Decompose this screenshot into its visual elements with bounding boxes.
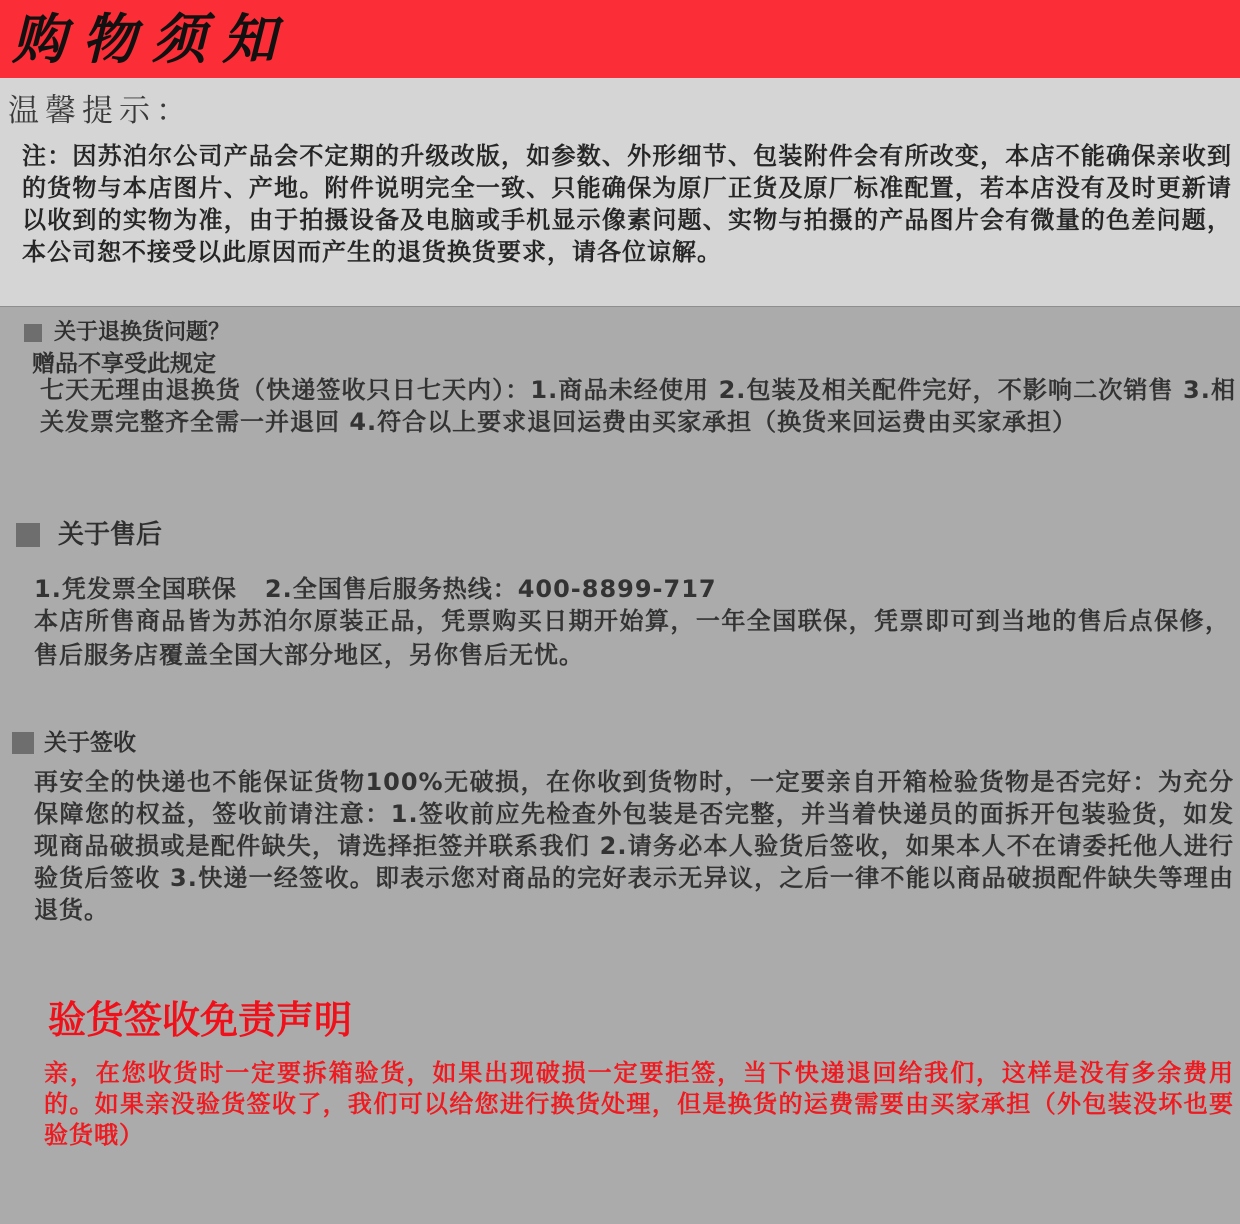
square-bullet-icon <box>16 523 40 547</box>
after-sales-section-header <box>16 520 162 550</box>
after-sales-text: 本店所售商品皆为苏泊尔原装正品，凭票购买日期开始算，一年全国联保，凭票即可到当地的售后点保修，售后服务店覆盖全国大部分地区，另你售后无忧。 <box>34 607 1230 669</box>
page-title: 购物须知 <box>12 7 292 71</box>
notice-box <box>0 78 1240 307</box>
returns-section-header <box>24 318 230 348</box>
square-bullet-icon <box>12 732 34 754</box>
header-banner <box>0 0 1240 78</box>
returns-policy-text: 七天无理由退换货（快递签收只日七天内）：1.商品未经使用 2.包装及相关配件完好，不影响二次销售 3.相关发票完整齐全需一并退回 4.符合以上要求退回运费由买家承担（换货来回运费由买家承担） <box>40 376 1236 436</box>
notice-heading: 温馨提示： <box>8 93 193 129</box>
notice-text: 注：因苏泊尔公司产品会不定期的升级改版，如参数、外形细节、包装附件会有所改变，本店不能确保亲收到的货物与本店图片、产地。附件说明完全一致、只能确保为原厂正货及原厂标准配置，若本店没有及时更新请以收到的实物为准，由于拍摄设备及电脑或手机显示像素问题、实物与拍摄的产品图片会有微量的色差问题，本公司恕不接受以此原因而产生的退货换货要求，请各位谅解。 <box>22 142 1232 266</box>
returns-gift-note: 赠品不享受此规定 <box>32 351 216 377</box>
after-sales-warranty-line: 1.凭发票全国联保 2.全国售后服务热线：400-8899-717 <box>34 575 717 603</box>
square-bullet-icon <box>24 324 42 342</box>
signing-section-header <box>12 728 136 758</box>
disclaimer-text: 亲，在您收货时一定要拆箱验货，如果出现破损一定要拒签，当下快递退回给我们，这样是没有多余费用的。如果亲没验货签收了，我们可以给您进行换货处理，但是换货的运费需要由买家承担（外包装没坏也要验货哦） <box>44 1059 1234 1149</box>
disclaimer-title: 验货签收免责声明 <box>48 998 353 1042</box>
returns-section-title: 关于退换货问题？ <box>54 320 231 345</box>
signing-text: 再安全的快递也不能保证货物100%无破损，在你收到货物时，一定要亲自开箱检验货物是否完好：为充分保障您的权益，签收前请注意：1.签收前应先检查外包装是否完整，并当着快递员的面拆开包装验货，如发现商品破损或是配件缺失，请选择拒签并联系我们 2.请务必本人验货后签收，如果本人不在请委托他人进行验货后签收 3.快递一经签收。即表示您对商品的完好表示无异议，之后一律不能以商品破损配件缺失等理由退货。 <box>34 768 1234 924</box>
after-sales-section-title: 关于售后 <box>58 520 163 550</box>
signing-section-title: 关于签收 <box>44 730 136 756</box>
